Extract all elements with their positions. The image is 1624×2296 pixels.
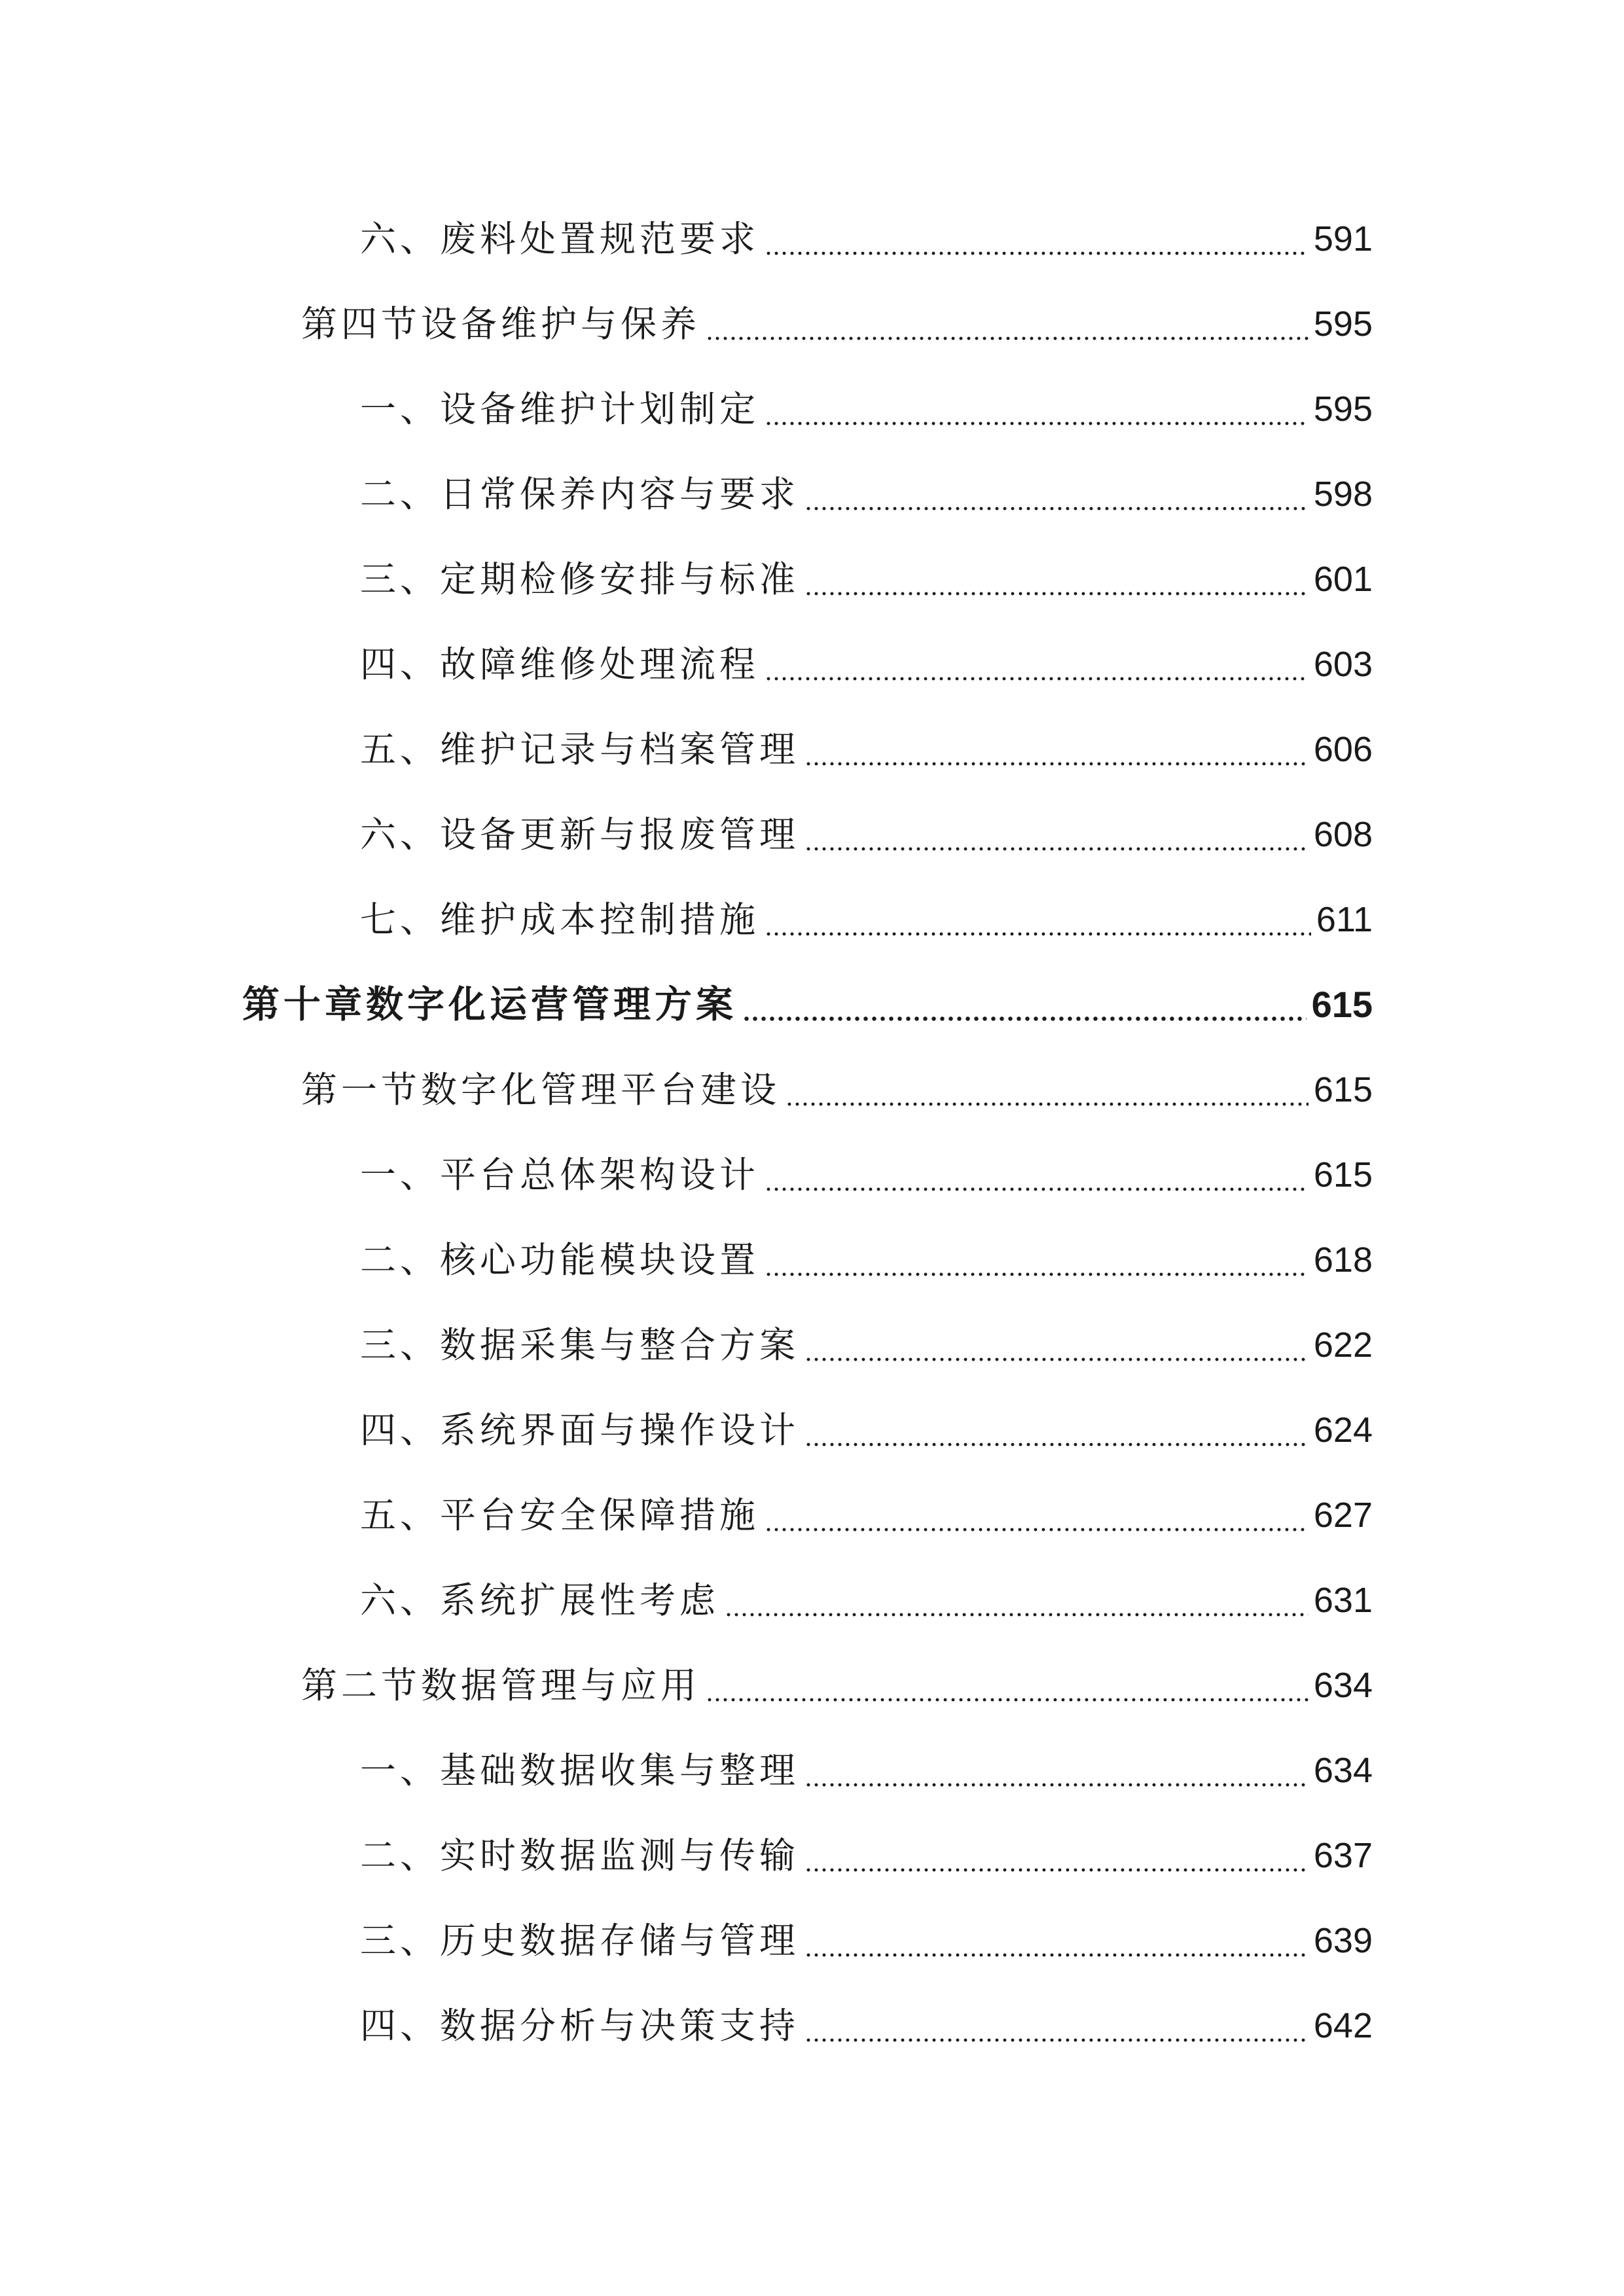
toc-dot-leader	[765, 251, 1308, 255]
toc-entry-page-number: 601	[1313, 560, 1373, 599]
toc-dot-leader	[804, 762, 1308, 766]
toc-entry-title: 第四节设备维护与保养	[301, 302, 701, 345]
toc-subsection-entry[interactable]	[0, 792, 1624, 877]
toc-entry-page-number: 598	[1313, 475, 1373, 514]
toc-entry-page-number: 639	[1313, 1921, 1373, 1960]
toc-entry-page-number: 591	[1313, 219, 1373, 259]
toc-entry-page-number: 615	[1313, 1070, 1373, 1109]
toc-entry-title: 六、系统扩展性考虑	[360, 1579, 720, 1621]
toc-entry-title: 一、基础数据收集与整理	[360, 1749, 800, 1791]
toc-dot-leader	[804, 1443, 1308, 1446]
toc-entry-title: 一、设备维护计划制定	[360, 387, 760, 430]
toc-entry-page-number: 642	[1313, 2006, 1373, 2045]
toc-section-entry[interactable]	[0, 1643, 1624, 1728]
toc-section-entry[interactable]	[0, 1047, 1624, 1132]
toc-entry-page-number: 611	[1316, 900, 1373, 939]
toc-dot-leader	[804, 2038, 1308, 2042]
toc-entry-title: 第十章数字化运营管理方案	[242, 982, 737, 1026]
toc-entry-page-number: 637	[1313, 1836, 1373, 1875]
toc-subsection-entry[interactable]	[0, 1983, 1624, 2068]
toc-entry-title: 六、设备更新与报废管理	[360, 813, 800, 855]
toc-dot-leader	[706, 336, 1308, 340]
toc-section-entry[interactable]	[0, 281, 1624, 367]
toc-subsection-entry[interactable]	[0, 1473, 1624, 1558]
toc-subsection-entry[interactable]	[0, 452, 1624, 537]
toc-entry-page-number: 615	[1311, 984, 1373, 1025]
toc-subsection-entry[interactable]	[0, 196, 1624, 281]
toc-entry-title: 四、系统界面与操作设计	[360, 1408, 800, 1451]
toc-entry-title: 第二节数据管理与应用	[301, 1664, 701, 1706]
toc-chapter-entry[interactable]	[0, 962, 1624, 1047]
toc-entry-title: 七、维护成本控制措施	[360, 898, 760, 941]
toc-entry-page-number: 606	[1313, 730, 1373, 769]
toc-subsection-entry[interactable]	[0, 707, 1624, 792]
toc-dot-leader	[765, 1272, 1308, 1276]
table-of-contents	[0, 196, 1624, 2068]
toc-dot-leader	[765, 932, 1311, 936]
toc-entry-title: 四、数据分析与决策支持	[360, 2004, 800, 2047]
toc-entry-title: 三、数据采集与整合方案	[360, 1323, 800, 1366]
toc-entry-page-number: 595	[1313, 304, 1373, 344]
toc-entry-page-number: 631	[1313, 1581, 1373, 1620]
toc-subsection-entry[interactable]	[0, 1217, 1624, 1302]
toc-entry-title: 第一节数字化管理平台建设	[301, 1068, 781, 1111]
toc-entry-page-number: 608	[1313, 815, 1373, 854]
toc-subsection-entry[interactable]	[0, 1388, 1624, 1473]
toc-entry-page-number: 595	[1313, 389, 1373, 429]
toc-dot-leader	[804, 507, 1308, 511]
toc-dot-leader	[706, 1698, 1308, 1702]
toc-entry-page-number: 624	[1313, 1410, 1373, 1450]
toc-dot-leader	[804, 1783, 1308, 1787]
toc-entry-title: 二、实时数据监测与传输	[360, 1834, 800, 1876]
toc-subsection-entry[interactable]	[0, 1813, 1624, 1898]
toc-entry-title: 五、维护记录与档案管理	[360, 728, 800, 770]
toc-subsection-entry[interactable]	[0, 622, 1624, 707]
toc-subsection-entry[interactable]	[0, 1728, 1624, 1813]
toc-dot-leader	[804, 1953, 1308, 1957]
toc-subsection-entry[interactable]	[0, 537, 1624, 622]
toc-entry-page-number: 603	[1313, 645, 1373, 684]
toc-subsection-entry[interactable]	[0, 877, 1624, 962]
toc-entry-title: 六、废料处置规范要求	[360, 217, 760, 260]
toc-dot-leader	[785, 1102, 1308, 1106]
toc-subsection-entry[interactable]	[0, 367, 1624, 452]
toc-dot-leader	[804, 847, 1308, 851]
toc-dot-leader	[765, 677, 1308, 681]
toc-dot-leader	[804, 592, 1308, 596]
toc-entry-page-number: 634	[1313, 1751, 1373, 1790]
toc-subsection-entry[interactable]	[0, 1558, 1624, 1643]
toc-entry-title: 二、核心功能模块设置	[360, 1238, 760, 1281]
toc-entry-title: 三、历史数据存储与管理	[360, 1919, 800, 1962]
toc-subsection-entry[interactable]	[0, 1132, 1624, 1217]
toc-entry-page-number: 618	[1313, 1240, 1373, 1280]
toc-entry-title: 五、平台安全保障措施	[360, 1494, 760, 1536]
toc-subsection-entry[interactable]	[0, 1898, 1624, 1983]
toc-entry-title: 一、平台总体架构设计	[360, 1153, 760, 1196]
toc-dot-leader	[742, 1016, 1307, 1021]
toc-subsection-entry[interactable]	[0, 1302, 1624, 1388]
toc-entry-title: 二、日常保养内容与要求	[360, 473, 800, 515]
toc-dot-leader	[765, 1528, 1308, 1532]
toc-entry-page-number: 622	[1313, 1325, 1373, 1365]
toc-entry-page-number: 634	[1313, 1666, 1373, 1705]
toc-dot-leader	[765, 422, 1308, 425]
toc-entry-page-number: 615	[1313, 1155, 1373, 1194]
toc-entry-page-number: 627	[1313, 1496, 1373, 1535]
toc-dot-leader	[804, 1357, 1308, 1361]
toc-entry-title: 四、故障维修处理流程	[360, 643, 760, 685]
toc-dot-leader	[725, 1613, 1308, 1617]
toc-entry-title: 三、定期检修安排与标准	[360, 558, 800, 600]
toc-dot-leader	[765, 1187, 1308, 1191]
toc-dot-leader	[804, 1868, 1308, 1872]
